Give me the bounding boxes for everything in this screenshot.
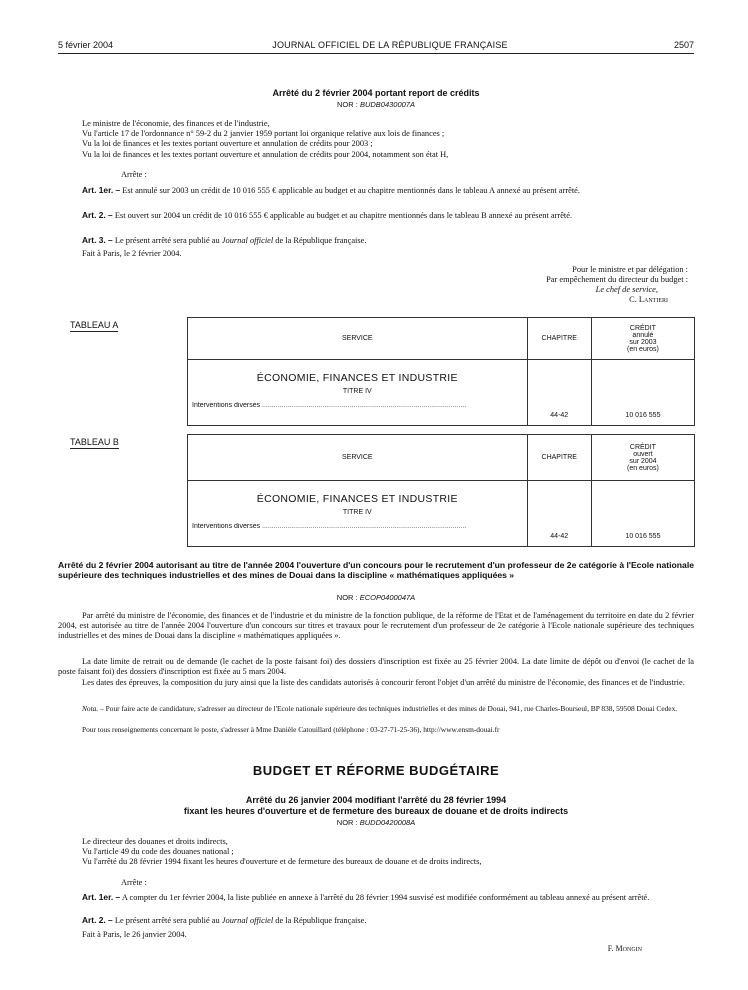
arrete3-signature: F. Mongin (607, 944, 642, 953)
arrete2-nota: Nota. – Pour faire acte de candidature, s'adresser au directeur de l'Ecole nationale supérieure des techniques industrielles et des mines de Douai, 941, rue Charles-Bourseul, BP 838, 59508 Douai Cedex. (82, 704, 678, 713)
arrete1-article-3: Art. 3. – Le présent arrêté sera publié au Journal officiel de la République française. (82, 235, 367, 245)
header-journal-title: JOURNAL OFFICIEL DE LA RÉPUBLIQUE FRANÇAISE (272, 40, 508, 50)
arrete2-paragraph-1: Par arrêté du ministre de l'économie, des finances et de l'industrie et du ministre de la fonction publique, de la réforme de l'Etat et de l'aménagement du territoire en date du 2 février 2004, est autorisée au titre de l'année 2004 l'ouverture d'un concours sur titres et travaux pour le recrutement d'un professeur de 2e catégorie à l'Ecole nationale supérieure des techniques industrielles et des mines de Douai dans la discipline « mathématiques appliquées ». (58, 611, 694, 641)
arrete3-title-line-1: Arrêté du 26 janvier 2004 modifiant l'arrêté du 28 février 1994 (245, 795, 507, 805)
tableau-a-col-credit: CRÉDIT annulé sur 2003 (en euros) (591, 318, 694, 360)
header-page-number: 2507 (673, 40, 694, 50)
arrete3-article-2: Art. 2. – Le présent arrêté sera publié au Journal officiel de la République française. (82, 915, 367, 925)
arrete1-title: Arrêté du 2 février 2004 portant report de crédits (272, 88, 480, 98)
arrete3-arrete: Arrête : (121, 878, 147, 887)
arrete3-title-line-2: fixant les heures d'ouverture et de fermeture des bureaux de douane et de droits indirects (183, 806, 569, 816)
arrete1-signature: Pour le ministre et par délégation : Par empêchement du directeur du budget : Le chef de service, C. Lantieri (546, 265, 688, 304)
arrete1-visas: Le ministre de l'économie, des finances et de l'industrie, Vu l'article 17 de l'ordonnance n° 59-2 du 2 janvier 1959 portant loi organique relative aux lois de finances ; Vu la loi de finances et les textes portant ouverture et annulation de crédits pour 2003 ; Vu la loi de finances et les textes portant ouverture et annulation de crédits pour 2004, notamment son état H, (82, 119, 449, 159)
tableau-a (187, 317, 695, 426)
arrete2-nor: NOR : ECOP0400047A (336, 593, 416, 602)
section-title: BUDGET ET RÉFORME BUDGÉTAIRE (252, 763, 500, 778)
tableau-b-col-service: SERVICE (188, 435, 528, 481)
tableau-a-chapitre: 44-42 (527, 360, 591, 426)
tableau-a-service-cell: ÉCONOMIE, FINANCES ET INDUSTRIE TITRE IV Interventions diverses ......................................................................................................... (188, 360, 528, 426)
arrete1-fait: Fait à Paris, le 2 février 2004. (82, 249, 182, 258)
arrete2-paragraph-3: Les dates des épreuves, la composition du jury ainsi que la liste des candidats autorisés à concourir feront l'objet d'un arrêté du ministre de l'économie, des finances et de l'industrie. (82, 678, 685, 687)
arrete1-arrete: Arrête : (121, 170, 147, 179)
arrete2-title: Arrêté du 2 février 2004 autorisant au titre de l'année 2004 l'ouverture d'un concours pour le recrutement d'un professeur de 2e catégorie à l'Ecole nationale supérieure des techniques industrielles et des mines de Douai dans la discipline « mathématiques appliquées » (58, 560, 694, 580)
tableau-b (187, 434, 695, 547)
tableau-b-chapitre: 44-42 (527, 481, 591, 547)
arrete3-visas: Le directeur des douanes et droits indirects, Vu l'article 49 du code des douanes national ; Vu l'arrêté du 28 février 1994 fixant les heures d'ouverture et de fermeture des bureaux de douane et de droits indirects, (82, 837, 482, 867)
arrete3-nor: NOR : BUDD0420008A (336, 818, 416, 827)
arrete1-article-2: Art. 2. – Est ouvert sur 2004 un crédit de 10 016 555 € applicable au budget et au chapitre mentionnés dans le tableau B annexé au présent arrêté. (82, 210, 573, 220)
tableau-b-service-cell: ÉCONOMIE, FINANCES ET INDUSTRIE TITRE IV Interventions diverses ......................................................................................................... (188, 481, 528, 547)
tableau-b-col-chapitre: CHAPITRE (527, 435, 591, 481)
arrete2-renseignements: Pour tous renseignements concernant le poste, s'adresser à Mme Danièle Catouillard (téléphone : 03-27-71-25-36), http://www.ensm-douai.fr (82, 725, 500, 734)
arrete3-article-1: Art. 1er. – A compter du 1er février 2004, la liste publiée en annexe à l'arrêté du 28 février 1994 susvisé est modifiée conformément au tableau annexé au présent arrêté. (82, 892, 650, 902)
tableau-b-col-credit: CRÉDIT ouvert sur 2004 (en euros) (591, 435, 694, 481)
arrete1-article-1: Art. 1er. – Est annulé sur 2003 un crédit de 10 016 555 € applicable au budget et au chapitre mentionnés dans le tableau A annexé au présent arrêté. (82, 185, 580, 195)
header-rule (58, 53, 694, 54)
arrete1-nor: NOR : BUDB0430007A (337, 100, 415, 109)
arrete3-fait: Fait à Paris, le 26 janvier 2004. (82, 930, 187, 939)
tableau-b-montant: 10 016 555 (591, 481, 694, 547)
tableau-b-label: TABLEAU B (70, 437, 119, 447)
tableau-a-col-service: SERVICE (188, 318, 528, 360)
tableau-a-montant: 10 016 555 (591, 360, 694, 426)
header-date: 5 février 2004 (58, 40, 114, 50)
arrete2-paragraph-2: La date limite de retrait ou de demande (le cachet de la poste faisant foi) des dossiers d'inscription est fixée au 25 février 2004. La date limite de dépôt ou d'envoi (le cachet de la poste faisant foi) des dossiers d'inscription est fixée au 5 mars 2004. (58, 657, 694, 677)
tableau-a-label: TABLEAU A (70, 320, 119, 330)
tableau-a-col-chapitre: CHAPITRE (527, 318, 591, 360)
